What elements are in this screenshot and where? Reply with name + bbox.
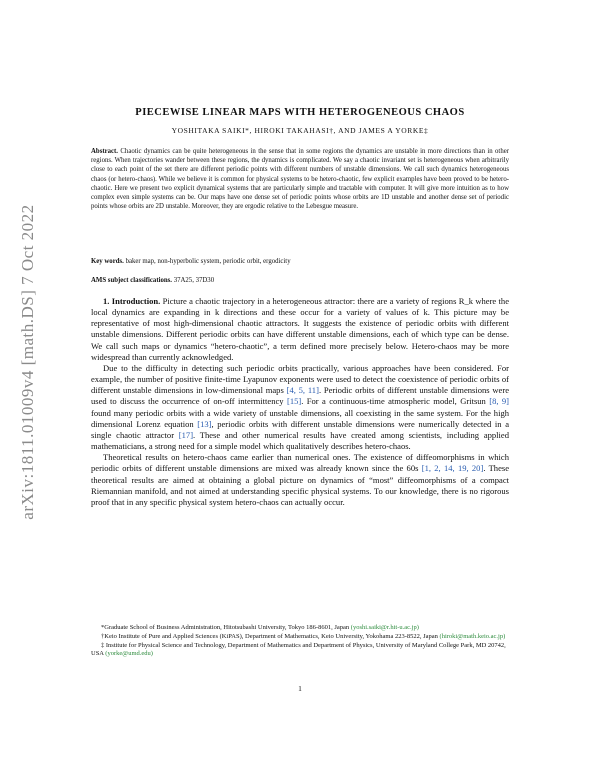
- citation-link[interactable]: [15]: [286, 396, 302, 407]
- introduction-section: [91, 296, 509, 508]
- arxiv-identifier: arXiv:1811.01009v4 [math.DS] 7 Oct 2022: [18, 204, 37, 520]
- abstract-label: Abstract.: [91, 148, 118, 155]
- ams-label: AMS subject classifications.: [91, 277, 172, 284]
- citation-link[interactable]: [13]: [197, 418, 212, 429]
- paper-title: PIECEWISE LINEAR MAPS WITH HETEROGENEOUS CHAOS: [135, 107, 465, 118]
- footnote-3: [91, 642, 509, 660]
- footnote-2: [91, 633, 509, 642]
- intro-p2-text: . These and other numerical results have created among scientists, including applied mathematicians, a strong need for a simple model which qualitatively describes hetero-chaos.: [91, 429, 509, 452]
- intro-paragraph-2: [91, 363, 509, 452]
- footnote-text: *Graduate School of Business Administration, Hitotsubashi University, Tokyo 186-8601, Japan: [101, 624, 350, 631]
- intro-p3-text: Theoretical results on hetero-chaos came earlier than numerical ones. The existence of diffeomorphisms in which periodic orbits of different unstable dimensions are mixed was already known since the 60s: [91, 452, 509, 474]
- ams-text: 37A25, 37D30: [173, 277, 215, 284]
- intro-paragraph-3: [91, 452, 509, 508]
- abstract-text: Chaotic dynamics can be quite heterogeneous in the sense that in some regions the dynamics are unstable in more directions than in other regions. When trajectories wander between these regions, the dynamics is complicated. We say a chaotic invariant set is heterogeneous when arbitrarily close to each point of the set there are different periodic points with different numbers of unstable dimensions. We call such dynamics heterogeneous chaos (or hetero-chaos). While we believe it is common for physical systems to be hetero-chaotic, few explicit examples have been proved to be hetero-chaotic. Here we present two explicit dynamical systems that are particularly simple and tractable with computer. It will give more intuition as to how complex even simple systems can be. Our maps have one dense set of periodic points whose orbits are 1D unstable and another dense set of periodic points whose orbits are 2D unstable. Moreover, they are ergodic relative to the Lebesgue measure.: [91, 148, 509, 211]
- intro-p3-text: . These theoretical results are aimed at obtaining a global picture on dynamics of “most” diffeomorphisms of a compact Riemannian manifold, and not aimed at understanding specific physical systems. To our knowledge, there is no rigorous proof that in any specific physical system hetero-chaos can actually occur.: [91, 463, 509, 507]
- citation-link[interactable]: [8, 9]: [489, 396, 510, 407]
- citation-link[interactable]: [4, 5, 11]: [286, 385, 319, 396]
- email-link[interactable]: (yorke@umd.edu): [105, 650, 153, 658]
- citation-link[interactable]: [1, 2, 14, 19, 20]: [421, 463, 484, 474]
- citation-link[interactable]: [17]: [178, 429, 194, 440]
- footnote-text: †Keio Institute of Pure and Applied Sciences (KiPAS), Department of Mathematics, Keio University, Yokohama 223-8522, Japan: [101, 632, 440, 640]
- intro-paragraph-1: [91, 296, 509, 363]
- intro-p2-text: , periodic orbits with different unstable dimensions were numerically detected in a single chaotic attractor: [91, 418, 509, 440]
- email-link[interactable]: (yoshi.saiki@r.hit-u.ac.jp): [350, 624, 419, 631]
- keywords-text: baker map, non-hyperbolic system, periodic orbit, ergodicity: [125, 258, 291, 265]
- intro-p2-text: Due to the difficulty in detecting such periodic orbits practically, various approaches have been considered. For example, the number of positive finite-time Lyapunov exponents were used to detect the coexistence of periodic orbits of different unstable dimensions in low-dimensional maps: [91, 362, 509, 396]
- footnote-text: ‡ Institute for Physical Science and Technology, Department of Mathematics and Department of Physics, University of Maryland College Park, MD 20742, USA: [91, 641, 506, 658]
- intro-p2-text: found many periodic orbits with a wide variety of unstable dimensions, all coexisting in the same system. For the high dimensional Lorenz equation: [91, 407, 509, 429]
- email-link[interactable]: (hiroki@math.keio.ac.jp): [439, 632, 506, 640]
- section-heading: 1. Introduction.: [103, 296, 161, 306]
- keywords: [91, 258, 509, 265]
- page-number: 1: [298, 684, 302, 693]
- abstract: [91, 147, 509, 211]
- author-list: YOSHITAKA SAIKI*, HIROKI TAKAHASI†, AND JAMES A YORKE‡: [171, 126, 429, 135]
- ams-classification: [91, 277, 509, 284]
- keywords-label: Key words.: [91, 258, 124, 265]
- intro-p1-text: Picture a chaotic trajectory in a heterogeneous attractor: there are a variety of regions R_k where the local dynamics are expanding in k directions and these occur for a variety of values of k. This picture may be representative of most high-dimensional chaotic attractors. It suggests the existence of periodic orbits with different unstable dimensions. Different periodic orbits can have different unstable dimensions, each of which type can be dense. We call such maps or dynamics “hetero-chaotic”, a term defined more precisely below. Hetero-chaos may be more widespread than currently acknowledged.: [91, 296, 509, 362]
- footnotes: [91, 624, 509, 659]
- footnote-1: [91, 624, 509, 633]
- intro-p2-text: . For a continuous-time atmospheric model, Gritsun: [301, 396, 490, 407]
- intro-p2-text: . Periodic orbits of different unstable dimensions were used to discuss the occurrence of on-off intermittency: [91, 385, 509, 407]
